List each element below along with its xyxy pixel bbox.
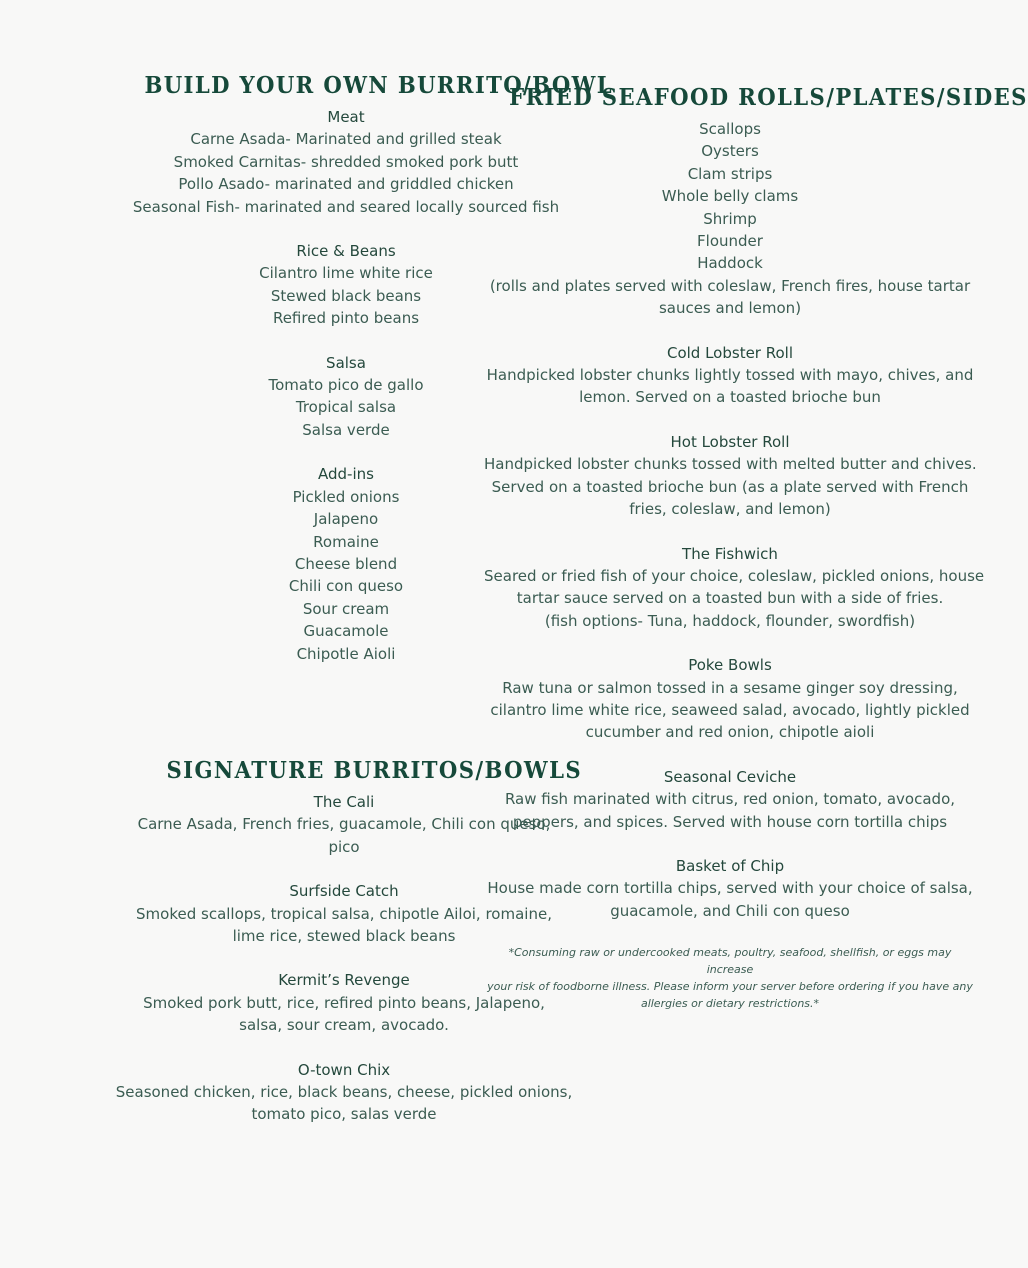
menu-item: Sour cream — [302, 599, 390, 618]
disclaimer-line: *Consuming raw or undercooked meats, poultry, seafood, shellfish, or eggs may increase — [508, 946, 952, 977]
dish-desc: cilantro lime white rice, seaweed salad, avocado, lightly pickled — [490, 700, 970, 719]
dish-desc: (fish options- Tuna, haddock, flounder, swordfish) — [544, 611, 916, 630]
section-title-fried-seafood: FRIED SEAFOOD ROLLS/PLATES/SIDES — [509, 84, 1028, 111]
dish-desc: tartar sauce served on a toasted bun with a side of fries. — [516, 589, 944, 608]
fried-seafood-list — [484, 118, 976, 320]
menu-item: Chili con queso — [288, 577, 404, 596]
dish-desc: cucumber and red onion, chipotle aioli — [585, 723, 875, 742]
signature-item-name: The Cali — [313, 793, 375, 811]
add-ins-heading: Add-ins — [318, 465, 374, 484]
menu-item: Tropical salsa — [295, 398, 397, 417]
meat-heading: Meat — [327, 108, 365, 126]
fried-seafood-note: (rolls and plates served with coleslaw, French fires, house tartar — [489, 276, 971, 295]
signature-item-desc: Carne Asada, French fries, guacamole, Chili con queso, — [137, 815, 551, 834]
menu-item: Shrimp — [703, 209, 757, 228]
menu-item: Smoked Carnitas- shredded smoked pork butt — [173, 152, 519, 171]
signature-item-desc: Smoked scallops, tropical salsa, chipotle Ailoi, romaine, — [136, 904, 552, 923]
allergy-disclaimer — [484, 944, 976, 1012]
signature-item-desc: Smoked pork butt, rice, refired pinto beans, Jalapeno, — [143, 993, 545, 1012]
fried-seafood-note: sauces and lemon) — [658, 299, 802, 318]
menu-item: Tomato pico de gallo — [268, 376, 424, 395]
signature-item-name: Kermit’s Revenge — [278, 971, 410, 990]
build-your-own-section — [0, 70, 614, 680]
dish-desc: Handpicked lobster chunks lightly tossed with mayo, chives, and — [486, 366, 974, 385]
menu-item: Scallops — [699, 120, 761, 138]
section-title-build-your-own: BUILD YOUR OWN BURRITO/BOWL — [144, 72, 614, 99]
dish-name: Hot Lobster Roll — [670, 432, 790, 451]
disclaimer-line: your risk of foodborne illness. Please inform your server before ordering if you have any — [487, 980, 973, 994]
signature-item-name: Surfside Catch — [289, 882, 399, 901]
signature-item — [0, 1059, 688, 1126]
menu-item: Cilantro lime white rice — [259, 264, 433, 283]
dish-item — [484, 766, 976, 833]
dish-desc: lemon. Served on a toasted brioche bun — [579, 388, 881, 407]
seafood-section — [484, 82, 1028, 1042]
menu-item: Clam strips — [687, 164, 773, 183]
menu-item: Chipotle Aioli — [296, 644, 396, 663]
dish-name: Seasonal Ceviche — [663, 767, 797, 786]
dish-name: The Fishwich — [682, 544, 778, 563]
signature-item-desc: lime rice, stewed black beans — [232, 927, 456, 946]
menu-item: Romaine — [313, 532, 379, 551]
disclaimer-line: allergies or dietary restrictions.* — [640, 997, 820, 1011]
menu-item: Jalapeno — [313, 510, 379, 529]
dish-desc: Seared or fried fish of your choice, coleslaw, pickled onions, house — [484, 566, 985, 585]
dish-item — [484, 543, 985, 633]
dish-item — [484, 342, 976, 409]
dish-name: Cold Lobster Roll — [666, 343, 794, 362]
dish-name: Poke Bowls — [688, 656, 772, 675]
signature-item-name: O-town Chix — [297, 1060, 391, 1079]
dish-desc: guacamole, and Chili con queso — [610, 901, 850, 920]
dish-desc: Served on a toasted brioche bun (as a plate served with French — [491, 477, 969, 496]
menu-item: Salsa verde — [302, 420, 390, 439]
menu-item: Pollo Asado- marinated and griddled chicken — [178, 175, 514, 194]
signature-section — [0, 755, 583, 1155]
menu-item: Carne Asada- Marinated and grilled steak — [190, 130, 502, 149]
dish-item — [484, 431, 976, 521]
dish-item — [484, 654, 976, 744]
menu-item: Refired pinto beans — [272, 309, 420, 328]
salsa-heading: Salsa — [326, 353, 366, 372]
dish-desc: House made corn tortilla chips, served with your choice of salsa, — [487, 879, 973, 898]
seafood-body — [484, 118, 985, 1012]
signature-item-desc: tomato pico, salas verde — [251, 1105, 437, 1124]
rice-beans-heading: Rice & Beans — [296, 242, 396, 261]
menu-item: Guacamole — [303, 622, 389, 641]
menu-item: Oysters — [701, 142, 759, 161]
menu-item: Haddock — [697, 254, 763, 273]
section-title-signature: SIGNATURE BURRITOS/BOWLS — [166, 757, 583, 784]
menu-item: Flounder — [697, 232, 763, 251]
signature-item-desc: pico — [328, 837, 360, 856]
menu-item: Seasonal Fish- marinated and seared locally sourced fish — [132, 197, 560, 216]
dish-item — [484, 855, 976, 922]
menu-item: Pickled onions — [292, 487, 400, 506]
dish-desc: Raw fish marinated with citrus, red onion, tomato, avocado, — [504, 790, 956, 809]
dish-name: Basket of Chip — [675, 856, 785, 875]
signature-item-desc: Seasoned chicken, rice, black beans, cheese, pickled onions, — [115, 1083, 573, 1102]
menu-item: Whole belly clams — [661, 187, 799, 206]
dish-desc: fries, coleslaw, and lemon) — [629, 500, 831, 519]
dish-desc: peppers, and spices. Served with house corn tortilla chips — [512, 812, 948, 831]
signature-item-desc: salsa, sour cream, avocado. — [239, 1016, 449, 1035]
menu-item: Stewed black beans — [270, 286, 422, 305]
dish-desc: Raw tuna or salmon tossed in a sesame ginger soy dressing, — [502, 678, 958, 697]
menu-item: Cheese blend — [294, 554, 398, 573]
dish-desc: Handpicked lobster chunks tossed with melted butter and chives. — [484, 455, 977, 474]
